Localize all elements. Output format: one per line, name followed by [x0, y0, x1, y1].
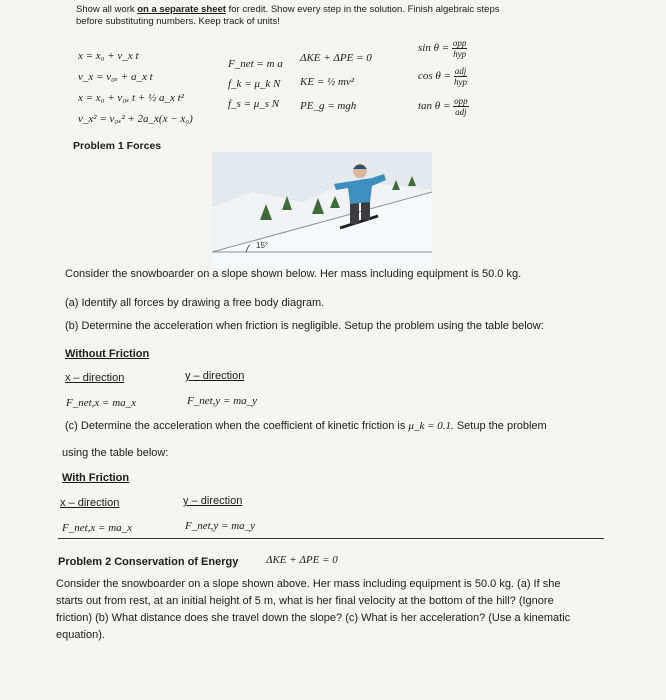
- energy-eq-kinetic: KE = ½ mv²: [300, 76, 355, 88]
- energy-eq-potential: PE_g = mgh: [300, 100, 357, 112]
- without-friction-heading: Without Friction: [65, 348, 150, 360]
- wf-fy-equation: F_net,y = ma_y: [185, 520, 256, 532]
- trig-tan-den: adj: [455, 107, 467, 117]
- problem2-line4: equation).: [56, 629, 105, 641]
- instructions: [76, 4, 556, 28]
- trig-sin-num: opp: [452, 38, 467, 48]
- instructions-line2: before substituting numbers. Keep track of units!: [76, 16, 280, 27]
- trig-sin-den: hyp: [453, 49, 467, 59]
- instructions-text: Show all work: [76, 4, 138, 15]
- trig-tan: [418, 96, 469, 117]
- trig-cos: [418, 66, 467, 87]
- wof-fy-equation: F_net,y = ma_y: [187, 395, 258, 407]
- snowboarder-illustration: [212, 152, 432, 270]
- trig-cos-fraction: [454, 66, 468, 87]
- wf-y-direction: y – direction: [183, 495, 243, 507]
- problem2-line3: friction) (b) What distance does she travel down the slope? (c) What is her acceleration? (Use a kinematic: [56, 612, 571, 624]
- problem2-title: Problem 2 Conservation of Energy: [58, 556, 239, 568]
- problem2-line1: Consider the snowboarder on a slope shown above. Her mass including equipment is 50.0 kg. (a) If she: [56, 578, 561, 590]
- wf-fx-equation: F_net,x = ma_x: [62, 522, 133, 534]
- slope-angle-label: 15°: [256, 241, 269, 250]
- section-divider: [58, 538, 604, 539]
- force-eq-static: f_s = μ_s N: [228, 98, 280, 110]
- kinematic-eq-2: v_x = v₀ₓ + a_x t: [78, 71, 153, 83]
- wof-x-direction: x – direction: [65, 372, 125, 384]
- trig-cos-den: hyp: [454, 77, 467, 87]
- instructions-text-2: for credit. Show every step in the solution. Finish algebraic steps: [225, 4, 500, 15]
- problem1-part-c: [65, 420, 547, 432]
- problem1-title: Problem 1 Forces: [73, 140, 162, 152]
- trig-cos-lhs: cos θ =: [418, 70, 451, 83]
- energy-equations: [300, 46, 372, 118]
- problem1-intro: Consider the snowboarder on a slope shown below. Her mass including equipment is 50.0 kg.: [65, 268, 522, 280]
- problem1-part-a: (a) Identify all forces by drawing a free body diagram.: [65, 297, 325, 309]
- problem2-body: [56, 576, 616, 644]
- trig-sin-lhs: sin θ =: [418, 42, 450, 55]
- trig-tan-fraction: [453, 96, 469, 117]
- pants-right: [361, 200, 370, 220]
- part-c-mu: μ_k = 0.1.: [408, 420, 454, 432]
- problem2-line2: starts out from rest, at an initial height of 5 m, what is her final velocity at the bottom of the hill? (Ignore: [56, 595, 554, 607]
- part-c-text-2: Setup the problem: [456, 420, 547, 432]
- part-c-text: (c) Determine the acceleration when the coefficient of kinetic friction is: [65, 420, 406, 432]
- trig-sin-fraction: [452, 38, 468, 59]
- trig-tan-num: opp: [454, 96, 468, 106]
- instructions-emphasis: on a separate sheet: [137, 4, 226, 15]
- kinematics-equations: [78, 46, 193, 130]
- trig-tan-lhs: tan θ =: [418, 100, 451, 113]
- trig-cos-num: adj: [454, 66, 467, 76]
- wof-y-direction: y – direction: [185, 370, 245, 382]
- problem1-part-c-line2: using the table below:: [62, 447, 169, 459]
- wf-x-direction: x – direction: [60, 497, 120, 509]
- pants-left: [350, 202, 359, 224]
- energy-eq-conservation: ΔKE + ΔPE = 0: [300, 52, 372, 64]
- trig-sin: [418, 38, 467, 59]
- kinematic-eq-3: x = x₀ + v₀ₓ t + ½ a_x t²: [78, 92, 184, 104]
- problem1-part-b: (b) Determine the acceleration when friction is negligible. Setup the problem using the table below:: [65, 320, 544, 332]
- kinematic-eq-1: x = x₀ + v_x t: [78, 50, 139, 62]
- wof-fx-equation: F_net,x = ma_x: [66, 397, 137, 409]
- force-eq-kinetic: f_k = μ_k N: [228, 78, 281, 90]
- force-equations: [228, 54, 283, 114]
- force-eq-net: F_net = m a: [228, 58, 283, 70]
- kinematic-eq-4: v_x² = v₀ₓ² + 2a_x(x − x₀): [78, 113, 193, 125]
- problem2-equation: ΔKE + ΔPE = 0: [266, 554, 338, 566]
- with-friction-heading: With Friction: [62, 472, 130, 484]
